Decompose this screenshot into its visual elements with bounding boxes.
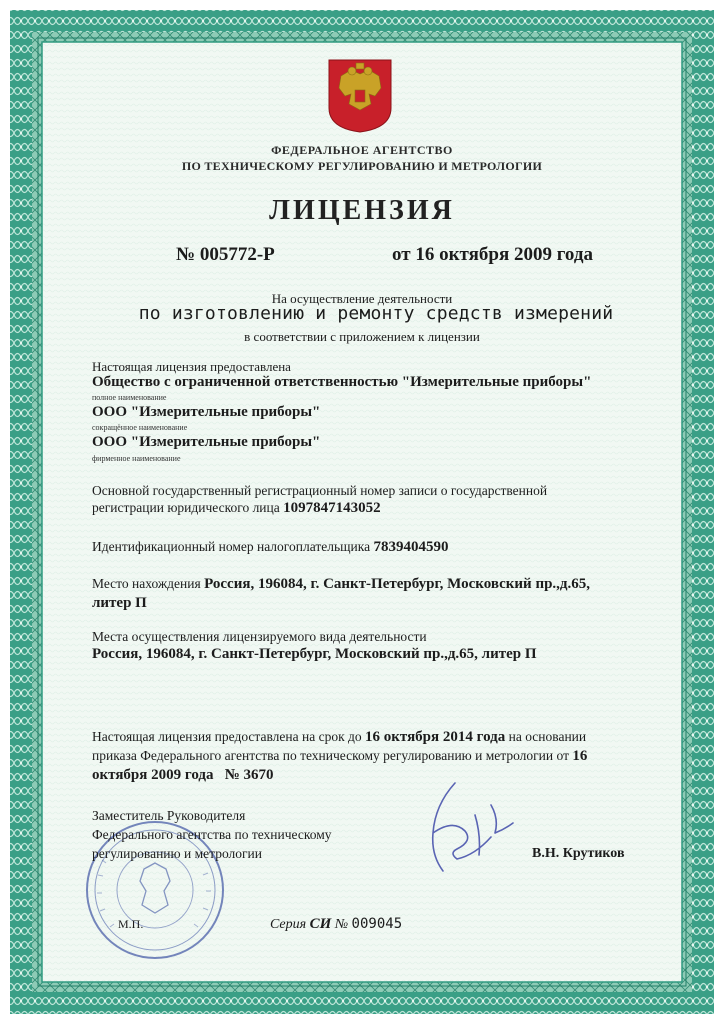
term-prefix: Настоящая лицензия предоставлена на срок до: [92, 729, 362, 744]
location-label: Место нахождения: [92, 576, 201, 591]
licensee-short-name: ООО "Измерительные приборы": [92, 404, 321, 420]
license-date: от 16 октября 2009 года: [392, 244, 593, 265]
activity-appendix: в соответствии с приложением к лицензии: [244, 329, 480, 344]
short-name-caption: сокращённое наименование: [92, 423, 188, 432]
location-value-line1: Россия, 196084, г. Санкт-Петербург, Московский пр.,д.65,: [204, 576, 591, 592]
order-date-rest: октября 2009 года: [92, 767, 214, 783]
order-date-day: 16: [572, 748, 588, 764]
term-until-date: 16 октября 2014 года: [365, 729, 506, 745]
order-number: № 3670: [224, 767, 274, 783]
location-row: [92, 576, 590, 593]
coat-of-arms-emblem: [327, 58, 393, 134]
series-code: СИ: [309, 916, 332, 932]
location-value-line2: литер П: [92, 595, 147, 611]
full-name-caption: полное наименование: [92, 393, 167, 402]
inn-row: [92, 539, 448, 556]
ogrn-label-line1: Основной государственный регистрационный номер записи о государственной: [92, 483, 548, 498]
licensee-full-name: Общество с ограниченной ответственностью "Измерительные приборы": [92, 374, 592, 390]
inn-label: Идентификационный номер налогоплательщика: [92, 539, 371, 554]
agency-name-line2: ПО ТЕХНИЧЕСКОМУ РЕГУЛИРОВАНИЮ И МЕТРОЛОГИИ: [181, 159, 543, 173]
term-basis: на основании: [508, 729, 587, 744]
ogrn-value: 1097847143052: [283, 500, 381, 516]
signature: [395, 775, 525, 885]
ogrn-label-line2: регистрации юридического лица: [92, 500, 280, 515]
licensee-brand-name: ООО "Измерительные приборы": [92, 434, 321, 450]
signatory-name: В.Н. Крутиков: [532, 846, 625, 861]
inn-value: 7839404590: [373, 539, 449, 555]
signatory-title-line3: регулированию и метрологии: [92, 846, 262, 861]
signatory-title-line1: Заместитель Руководителя: [92, 808, 246, 823]
activity-main: по изготовлению и ремонту средств измерений: [138, 303, 614, 324]
series-label: Серия: [270, 917, 307, 932]
document-title: ЛИЦЕНЗИЯ: [269, 195, 455, 226]
series-number-sign: №: [334, 917, 349, 932]
licensee-intro: Настоящая лицензия предоставлена: [92, 359, 291, 374]
activity-intro: На осуществление деятельности: [271, 291, 453, 306]
agency-name-line1: ФЕДЕРАЛЬНОЕ АГЕНТСТВО: [271, 143, 453, 157]
series-row: [270, 916, 402, 933]
term-line2: [92, 748, 587, 765]
brand-name-caption: фирменное наименование: [92, 454, 181, 463]
signatory-title-line2: Федерального агентства по техническому: [92, 827, 332, 842]
term-line3: [92, 767, 274, 784]
license-number: № 005772-Р: [176, 244, 275, 265]
ogrn-row: [92, 500, 381, 517]
order-label: приказа Федерального агентства по техническому регулированию и метрологии от: [92, 748, 569, 763]
activity-place-label: Места осуществления лицензируемого вида деятельности: [92, 629, 427, 644]
activity-place-value: Россия, 196084, г. Санкт-Петербург, Московский пр.,д.65, литер П: [92, 646, 537, 662]
term-line1: [92, 729, 586, 746]
series-number: 009045: [351, 916, 403, 932]
stamp-place-label: М.П.: [118, 917, 144, 931]
